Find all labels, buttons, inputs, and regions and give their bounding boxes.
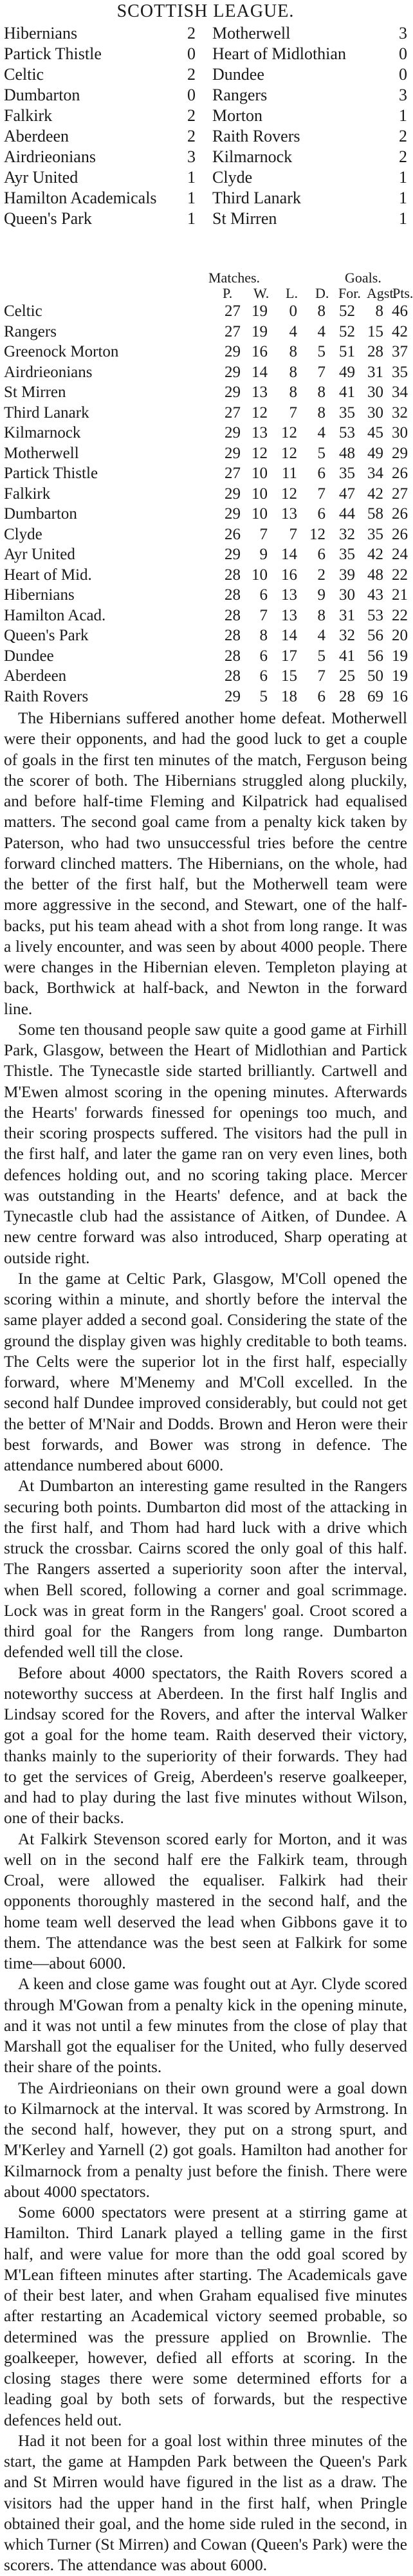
team-name: Raith Rovers	[4, 687, 89, 705]
team-name: Falkirk	[4, 485, 51, 503]
drawn: 9	[317, 586, 326, 604]
lost: 16	[281, 566, 297, 584]
goals-against: 30	[367, 384, 383, 401]
points: 26	[392, 525, 408, 543]
league-table-row	[4, 504, 407, 524]
drawn: 5	[317, 444, 326, 462]
goals-for: 32	[339, 627, 355, 644]
points: 35	[392, 363, 408, 381]
played: 27	[225, 465, 241, 482]
goals-for: 52	[339, 322, 355, 340]
report-paragraph: Had it not been for a goal lost within three minutes of the start, the game at Hampden Park between the Queen's Park and St Mirren would have figured in the list as a draw. The visitors had the upper hand in the first half, when Pringle obtained their goal, and the home side ruled in the second, in which Turner (St Mirren) and Cowan (Queen's Park) were the scorers. The attendance was about 6000.	[4, 2431, 407, 2575]
won: 10	[252, 566, 268, 584]
goals-against: 53	[367, 606, 383, 624]
league-table-row	[4, 403, 407, 423]
lost: 8	[289, 343, 297, 360]
results-list	[4, 23, 407, 268]
points: 30	[392, 424, 408, 441]
report-paragraph: Some ten thousand people saw quite a good game at Firhill Park, Glasgow, between the Heart of Midlothian and Partick Thistle. The Tynecastle side started brilliantly. Cartwell and M'Ewen almost scoring in the opening minutes. Afterwards the Hearts' forwards finessed for openings too much, and their scoring prospects suffered. The visitors had the pull in the first half, and later the game ran on very even lines, both defences holding out, and no scoring taking place. Mercer was outstanding in the Hearts' defence, and at back the Tynecastle club had the assistance of Aitken, of Dundee. A new centre forward was also introduced, Sharp operating at outside right.	[4, 1020, 407, 1267]
team-name: Greenock Morton	[4, 343, 119, 360]
won: 7	[259, 606, 268, 624]
home-score: 2	[187, 65, 196, 84]
home-score: 1	[187, 189, 196, 207]
result-row	[4, 44, 407, 64]
lost: 7	[289, 403, 297, 422]
points: 46	[392, 302, 408, 320]
result-row	[4, 208, 407, 229]
team-name: Airdrieonians	[4, 363, 93, 381]
points: 20	[392, 627, 408, 644]
league-table-header	[4, 268, 413, 301]
played: 28	[225, 566, 241, 584]
lost: 7	[289, 525, 297, 543]
won: 10	[252, 465, 268, 482]
drawn: 8	[317, 384, 326, 401]
drawn: 7	[317, 667, 326, 685]
team-name: Motherwell	[4, 444, 79, 462]
report-paragraph: Before about 4000 spectators, the Raith Rovers scored a noteworthy success at Aberdeen. In the first half Inglis and Lindsay scored for the Rovers, and after the interval Walker got a goal for the home team. Raith deserved their victory, thanks mainly to the superiority of their forwards. They had to get the services of Greig, Aberdeen's reserve goalkeeper, and had to play during the last five minutes without Wilson, one of their backs.	[4, 1663, 407, 1828]
matches-label: Matches.	[208, 270, 261, 286]
away-score: 1	[399, 209, 407, 228]
team-name: St Mirren	[4, 384, 66, 401]
league-table-row	[4, 463, 407, 484]
home-team: Ayr United	[4, 168, 78, 187]
away-score: 2	[399, 127, 407, 145]
away-team: Dundee	[212, 65, 264, 84]
drawn: 6	[317, 546, 326, 563]
played: 28	[225, 647, 241, 665]
away-team: Heart of Midlothian	[212, 44, 346, 63]
col-goals-for: For.	[338, 285, 361, 301]
home-team: Dumbarton	[4, 86, 80, 104]
lost: 11	[281, 465, 297, 482]
played: 29	[225, 546, 241, 563]
report-paragraph: At Falkirk Stevenson scored early for Morton, and it was well on in the second half ere the Falkirk team, through Croal, were allowed the equaliser. Falkirk had their opponents thoroughly mastered in the second half, and the home team well deserved the lead when Gibbons gave it to them. The attendance was the best seen at Falkirk for some time—about 6000.	[4, 1830, 407, 1972]
home-team: Falkirk	[4, 106, 53, 125]
home-team: Partick Thistle	[4, 44, 102, 63]
team-name: Third Lanark	[4, 403, 89, 422]
drawn: 8	[317, 403, 326, 422]
home-score: 0	[187, 86, 196, 104]
points: 22	[392, 606, 408, 624]
lost: 18	[281, 687, 297, 705]
played: 29	[225, 687, 241, 705]
won: 6	[259, 667, 268, 685]
result-row	[4, 23, 407, 44]
lost: 17	[281, 647, 297, 665]
drawn: 5	[317, 343, 326, 360]
home-score: 0	[187, 44, 196, 63]
goals-against: 15	[367, 322, 383, 340]
points: 26	[392, 465, 408, 482]
won: 10	[252, 485, 268, 503]
lost: 15	[281, 667, 297, 685]
drawn: 5	[317, 647, 326, 665]
lost: 14	[281, 627, 297, 644]
points: 42	[392, 322, 408, 340]
won: 12	[252, 444, 268, 462]
result-row	[4, 147, 407, 167]
drawn: 7	[317, 363, 326, 381]
league-table-row	[4, 301, 407, 322]
team-name: Clyde	[4, 525, 42, 543]
goals-against: 45	[367, 424, 383, 441]
goals-against: 30	[367, 403, 383, 422]
lost: 13	[281, 586, 297, 604]
away-team: Third Lanark	[212, 189, 301, 207]
goals-against: 34	[367, 465, 383, 482]
team-name: Heart of Mid.	[4, 566, 92, 584]
played: 29	[225, 424, 241, 441]
league-table-row	[4, 484, 407, 505]
points: 27	[392, 485, 408, 503]
goals-against: 50	[367, 667, 383, 685]
drawn: 7	[317, 485, 326, 503]
goals-against: 43	[367, 586, 383, 604]
points: 16	[392, 687, 408, 705]
drawn: 8	[317, 606, 326, 624]
goals-for: 53	[339, 424, 355, 441]
lost: 12	[281, 485, 297, 503]
team-name: Dundee	[4, 647, 54, 665]
drawn: 4	[317, 424, 326, 441]
away-score: 3	[399, 24, 407, 42]
goals-for: 28	[339, 687, 355, 705]
team-name: Partick Thistle	[4, 465, 98, 482]
result-row	[4, 188, 407, 208]
col-goals-against: Agst.	[367, 285, 398, 301]
home-team: Hamilton Academicals	[4, 189, 157, 207]
home-team: Hibernians	[4, 24, 78, 42]
home-score: 2	[187, 24, 196, 42]
played: 28	[225, 606, 241, 624]
won: 9	[259, 546, 268, 563]
goals-against: 49	[367, 444, 383, 462]
goals-for: 47	[339, 485, 355, 503]
col-drawn: D.	[315, 285, 329, 301]
away-team: Motherwell	[212, 24, 291, 42]
lost: 12	[281, 424, 297, 441]
home-team: Airdrieonians	[4, 147, 96, 166]
col-lost: L.	[286, 285, 298, 301]
team-name: Hamilton Acad.	[4, 606, 106, 624]
points: 29	[392, 444, 408, 462]
league-table-row	[4, 606, 407, 626]
won: 5	[259, 687, 268, 705]
away-team: Raith Rovers	[212, 127, 300, 145]
goals-for: 30	[339, 586, 355, 604]
lost: 0	[289, 302, 297, 320]
won: 7	[259, 525, 268, 543]
league-table-row	[4, 362, 407, 383]
goals-for: 39	[339, 566, 355, 584]
away-team: Morton	[212, 106, 262, 125]
report-paragraph: At Dumbarton an interesting game resulted in the Rangers securing both points. Dumbarton did most of the attacking in the first half, and Thom had hard luck with a drive which struck the crossbar. Cairns scored the only goal of this half. The Rangers asserted a superiority soon after the interval, when Bell scored, following a corner and goal scrimmage. Lock was in great form in the Rangers' goal. Croot scored a third goal for the Rangers from long range. Dumbarton defended well till the close.	[4, 1477, 407, 1662]
goals-against: 58	[367, 505, 383, 523]
col-points: Pts.	[392, 285, 413, 301]
away-team: Rangers	[212, 86, 268, 104]
goals-for: 25	[339, 667, 355, 685]
report-paragraph: The Airdrieonians on their own ground were a goal down to Kilmarnock at the interval. It was scored by Armstrong. In the second half, however, they put on a strong spurt, and M'Kerley and Yarnell (2) got goals. Hamilton had another for Kilmarnock from a penalty just before the finish. There were about 4000 spectators.	[4, 2079, 407, 2201]
played: 28	[225, 667, 241, 685]
points: 24	[392, 546, 408, 563]
points: 34	[392, 384, 408, 401]
home-score: 1	[187, 209, 196, 228]
points: 22	[392, 566, 408, 584]
col-won: W.	[253, 285, 270, 301]
league-table-row	[4, 687, 407, 707]
won: 14	[252, 363, 268, 381]
away-team: Kilmarnock	[212, 147, 293, 166]
team-name: Rangers	[4, 322, 57, 340]
drawn: 6	[317, 465, 326, 482]
away-team: St Mirren	[212, 209, 277, 228]
played: 27	[225, 322, 241, 340]
played: 27	[225, 302, 241, 320]
goals-against: 31	[367, 363, 383, 381]
goals-against: 48	[367, 566, 383, 584]
played: 27	[225, 403, 241, 422]
goals-against: 8	[375, 302, 383, 320]
result-row	[4, 64, 407, 85]
league-table-row	[4, 625, 407, 646]
goals-for: 35	[339, 403, 355, 422]
goals-for: 52	[339, 302, 355, 320]
played: 28	[225, 627, 241, 644]
away-score: 1	[399, 168, 407, 187]
lost: 12	[281, 444, 297, 462]
league-table-row	[4, 443, 407, 464]
goals-for: 51	[339, 343, 355, 360]
league-table-row	[4, 544, 407, 565]
goals-against: 42	[367, 485, 383, 503]
home-team: Celtic	[4, 65, 44, 84]
team-name: Queen's Park	[4, 627, 89, 644]
result-row	[4, 85, 407, 106]
away-score: 1	[399, 189, 407, 207]
won: 16	[252, 343, 268, 360]
away-score: 3	[399, 86, 407, 104]
played: 29	[225, 505, 241, 523]
goals-for: 35	[339, 546, 355, 563]
team-name: Ayr United	[4, 546, 75, 563]
won: 8	[259, 627, 268, 644]
section-title: SCOTTISH LEAGUE.	[116, 1, 295, 21]
won: 19	[252, 302, 268, 320]
league-table-body	[4, 301, 407, 707]
goals-for: 49	[339, 363, 355, 381]
played: 29	[225, 444, 241, 462]
away-score: 0	[399, 44, 407, 63]
report-paragraph: A keen and close game was fought out at Ayr. Clyde scored through M'Gowan from a penalty kick in the opening minute, and it was not until a few minutes from the close of play that Marshall got the equaliser for the United, who fully deserved their share of the points.	[4, 1975, 407, 2077]
goals-against: 56	[367, 647, 383, 665]
league-table-row	[4, 524, 407, 545]
won: 6	[259, 647, 268, 665]
team-name: Kilmarnock	[4, 424, 81, 441]
points: 19	[392, 667, 408, 685]
played: 28	[225, 586, 241, 604]
lost: 14	[281, 546, 297, 563]
home-score: 3	[187, 147, 196, 166]
team-name: Celtic	[4, 302, 42, 320]
goals-for: 32	[339, 525, 355, 543]
league-table	[4, 268, 413, 707]
result-row	[4, 106, 407, 126]
won: 10	[252, 505, 268, 523]
team-name: Dumbarton	[4, 505, 77, 523]
drawn: 6	[317, 687, 326, 705]
goals-label: Goals.	[345, 270, 381, 286]
lost: 8	[289, 384, 297, 401]
points: 32	[392, 403, 408, 422]
league-table-row	[4, 666, 407, 687]
points: 37	[392, 343, 408, 360]
played: 29	[225, 363, 241, 381]
goals-against: 69	[367, 687, 383, 705]
home-score: 2	[187, 106, 196, 125]
won: 13	[252, 384, 268, 401]
drawn: 8	[317, 302, 326, 320]
goals-against: 42	[367, 546, 383, 563]
goals-for: 35	[339, 465, 355, 482]
away-score: 1	[399, 106, 407, 125]
goals-against: 28	[367, 343, 383, 360]
won: 12	[252, 403, 268, 422]
goals-against: 56	[367, 627, 383, 644]
won: 19	[252, 322, 268, 340]
drawn: 4	[317, 627, 326, 644]
lost: 13	[281, 505, 297, 523]
won: 6	[259, 586, 268, 604]
away-score: 2	[399, 147, 407, 166]
goals-for: 48	[339, 444, 355, 462]
match-reports	[4, 708, 407, 2576]
report-paragraph: In the game at Celtic Park, Glasgow, M'Coll opened the scoring within a minute, and shortly before the interval the same player added a second goal. Considering the state of the ground the display given was highly creditable to both teams. The Celts were the superior lot in the first half, especially forward, where M'Menemy and M'Coll excelled. In the second half Dundee improved considerably, but could not get the better of M'Nair and Dodds. Brown and Heron were their best forwards, and Bower was strong in defence. The attendance numbered about 6000.	[4, 1269, 407, 1474]
goals-for: 41	[339, 384, 355, 401]
league-table-row	[4, 646, 407, 667]
team-name: Hibernians	[4, 586, 75, 604]
points: 21	[392, 586, 408, 604]
points: 19	[392, 647, 408, 665]
league-table-row	[4, 342, 407, 362]
drawn: 6	[317, 505, 326, 523]
col-played: P.	[223, 285, 233, 301]
drawn: 12	[309, 525, 326, 543]
report-paragraph: The Hibernians suffered another home defeat. Motherwell were their opponents, and had the good luck to get a couple of goals in the first ten minutes of the match, Ferguson being the scorer of both. The Hibernians struggled along pluckily, and before half-time Fleming and Kilpatrick had equalised matters. The second goal came from a penalty kick taken by Paterson, who had two unsuccessful tries before the centre forward clinched matters. The Hibernians, on the whole, had the better of the first half, but the Motherwell team were more aggressive in the second, and Stewart, one of the half-backs, put his team ahead with a shot from long range. It was a lively encounter, and was seen by about 4000 people. There were changes in the Hibernian eleven. Templeton playing at back, Borthwick at half-back, and Newton in the forward line.	[4, 709, 407, 1018]
goals-for: 44	[339, 505, 355, 523]
home-team: Queen's Park	[4, 209, 92, 228]
played: 29	[225, 485, 241, 503]
away-team: Clyde	[212, 168, 253, 187]
goals-for: 41	[339, 647, 355, 665]
goals-for: 31	[339, 606, 355, 624]
goals-against: 35	[367, 525, 383, 543]
league-table-row	[4, 585, 407, 606]
home-team: Aberdeen	[4, 127, 69, 145]
played: 29	[225, 343, 241, 360]
lost: 8	[289, 363, 297, 381]
played: 26	[225, 525, 241, 543]
league-table-row	[4, 565, 407, 586]
result-row	[4, 167, 407, 188]
report-paragraph: Some 6000 spectators were present at a stirring game at Hamilton. Third Lanark played a telling game in the first half, and were value for more than the odd goal scored by M'Lean fifteen minutes after starting. The Academicals gave of their best later, and when Graham equalised five minutes after restarting an Academical victory seemed probable, so determined was the pressure applied on Brownlie. The goalkeeper, however, defied all efforts at scoring. In the closing stages there were some determined efforts for a leading goal by both sets of forwards, but the respective defences held out.	[4, 2203, 407, 2429]
drawn: 4	[317, 322, 326, 340]
lost: 4	[289, 322, 297, 340]
won: 13	[252, 424, 268, 441]
result-row	[4, 126, 407, 147]
drawn: 2	[317, 566, 326, 584]
lost: 13	[281, 606, 297, 624]
team-name: Aberdeen	[4, 667, 67, 685]
league-table-row	[4, 423, 407, 443]
played: 29	[225, 384, 241, 401]
away-score: 0	[399, 65, 407, 84]
home-score: 2	[187, 127, 196, 145]
home-score: 1	[187, 168, 196, 187]
points: 26	[392, 505, 408, 523]
league-table-row	[4, 322, 407, 342]
league-table-row	[4, 382, 407, 403]
